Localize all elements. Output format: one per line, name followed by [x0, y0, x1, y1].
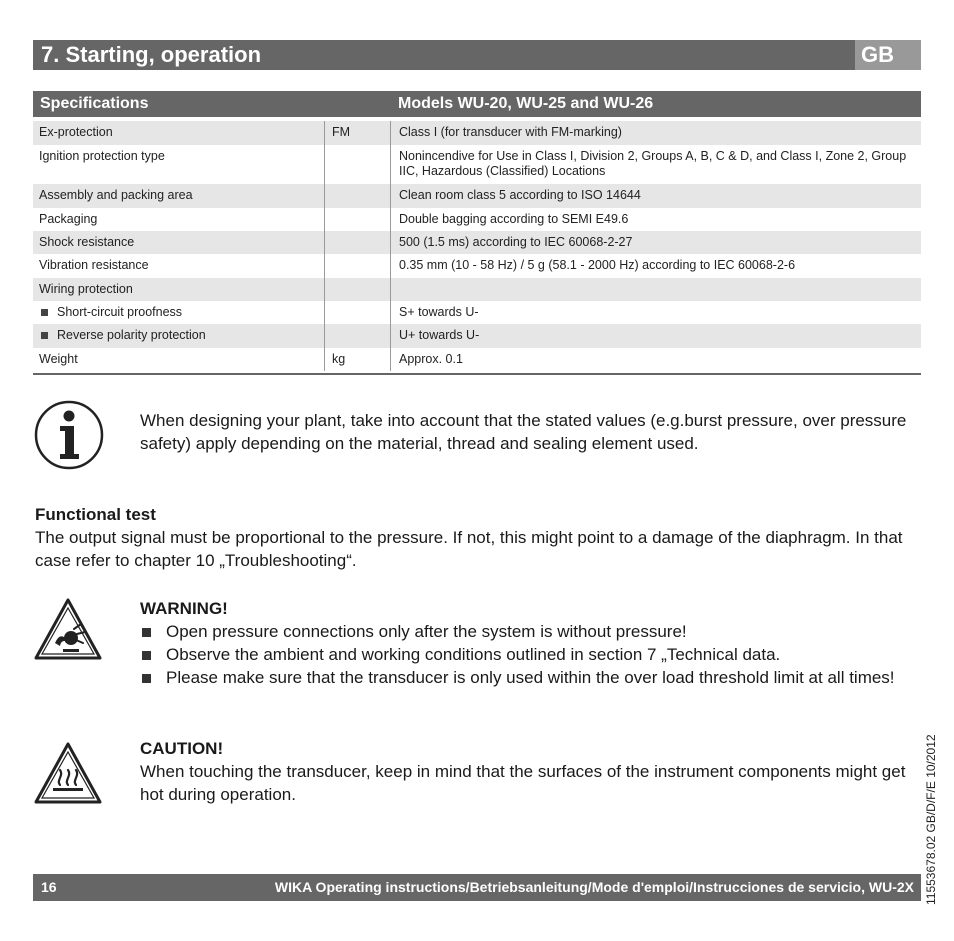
spec-value: Clean room class 5 according to ISO 14644 [390, 184, 921, 208]
warning-title: WARNING! [140, 599, 228, 618]
warning-list [140, 620, 910, 689]
spec-name [33, 324, 324, 343]
spec-name: Weight [39, 352, 78, 366]
list-item [140, 666, 910, 689]
specs-table [33, 121, 921, 371]
table-bottom-rule [33, 373, 921, 375]
spec-value: Double bagging according to SEMI E49.6 [390, 208, 921, 231]
info-text: When designing your plant, take into account that the stated values (e.g.burst pressure, over pressure safety) apply depending on the material, thread and sealing element used. [140, 411, 907, 453]
spec-unit [324, 231, 390, 254]
table-row [33, 324, 921, 348]
bullet-square-icon [41, 309, 48, 316]
table-row [33, 121, 921, 145]
spec-unit: kg [324, 348, 390, 371]
spec-value: U+ towards U- [390, 324, 921, 348]
bullet-square-icon [41, 332, 48, 339]
specs-table-header [33, 91, 921, 117]
specs-header-right: Models WU-20, WU-25 and WU-26 [398, 95, 654, 112]
document-code: 11553678.02 GB/D/F/E 10/2012 [924, 734, 938, 905]
spec-value: Nonincendive for Use in Class I, Division 2, Groups A, B, C & D, and Class I, Zone 2, Group IIC, Hazardous (Classified) Locations [390, 145, 921, 184]
specs-header-left: Specifications [40, 95, 149, 112]
table-row [33, 301, 921, 324]
spec-name-text: Reverse polarity protection [57, 328, 206, 342]
spec-name: Wiring protection [39, 282, 133, 296]
list-item [140, 643, 910, 666]
table-row [33, 254, 921, 278]
table-row [33, 184, 921, 208]
footer-text: WIKA Operating instructions/Betriebsanleitung/Mode d'emploi/Instrucciones de servicio, WU-2X [274, 879, 914, 895]
table-row [33, 278, 921, 301]
spec-name [33, 301, 324, 320]
spec-unit: FM [324, 121, 390, 145]
section-title: 7. Starting, operation [41, 42, 262, 67]
table-row [33, 145, 921, 184]
spec-unit [324, 145, 390, 184]
table-row [33, 231, 921, 254]
language-badge: GB [855, 40, 921, 70]
spec-value: Class I (for transducer with FM-marking) [390, 121, 921, 145]
caution-title: CAUTION! [140, 739, 224, 758]
bullet-square-icon [142, 651, 151, 660]
warning-item-text: Open pressure connections only after the system is without pressure! [166, 622, 687, 641]
spec-name: Shock resistance [39, 235, 135, 249]
spec-unit [324, 324, 390, 348]
warning-item-text: Observe the ambient and working conditions outlined in section 7 „Technical data. [166, 645, 781, 664]
spec-name: Assembly and packing area [39, 188, 193, 202]
functional-test-title: Functional test [35, 505, 156, 524]
caution-text: When touching the transducer, keep in mind that the surfaces of the instrument components might get hot during operation. [140, 762, 906, 804]
list-item [140, 620, 910, 643]
spec-name: Ignition protection type [39, 149, 165, 163]
bullet-square-icon [142, 628, 151, 637]
spec-name: Ex-protection [39, 125, 113, 139]
spec-value: 0.35 mm (10 - 58 Hz) / 5 g (58.1 - 2000 Hz) according to IEC 60068-2-6 [390, 254, 921, 278]
spec-name: Vibration resistance [39, 258, 149, 272]
spec-unit [324, 278, 390, 301]
page-number: 16 [41, 879, 57, 895]
info-icon [33, 398, 105, 472]
spec-name: Packaging [39, 212, 98, 226]
spec-value [390, 278, 921, 301]
warning-item-text: Please make sure that the transducer is only used within the over load threshold limit at all times! [166, 668, 895, 687]
functional-test-text: The output signal must be proportional to the pressure. If not, this might point to a damage of the diaphragm. In that case refer to chapter 10 „Troubleshooting“. [35, 528, 903, 570]
spec-name-text: Short-circuit proofness [57, 305, 183, 319]
spec-unit [324, 184, 390, 208]
spec-unit [324, 254, 390, 278]
table-row [33, 348, 921, 371]
spec-value: 500 (1.5 ms) according to IEC 60068-2-27 [390, 231, 921, 254]
spec-unit [324, 301, 390, 324]
spec-value: Approx. 0.1 [390, 348, 921, 371]
spec-unit [324, 208, 390, 231]
bullet-square-icon [142, 674, 151, 683]
table-row [33, 208, 921, 231]
hot-surface-icon [33, 741, 103, 805]
warning-pressure-icon [33, 597, 103, 661]
spec-value: S+ towards U- [390, 301, 921, 324]
